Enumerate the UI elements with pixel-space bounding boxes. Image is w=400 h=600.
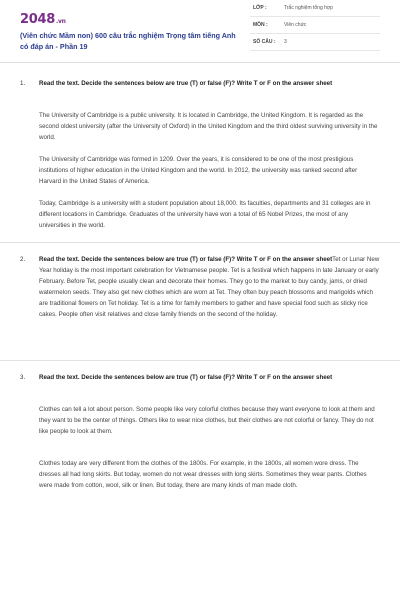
question-instruction-with-text	[39, 254, 381, 320]
question-paragraph: Clothes today are very different from the clothes of the 1800s. For example, in the 1800s, all women wore dress. The dresses all had long skirts. But today, women do not wear dresses with long skirts. Sometimes they wear pants. Clothes were made from cotton, wool, silk or linen. But today, there are many kinds of man made cloth.	[39, 460, 367, 489]
question-paragraph: The University of Cambridge is a public university. It is located in Cambridge, the United Kingdom. It is regarded as the second oldest university (after the University of Oxford) in the United Kingdom and the third oldest surviving university in the world.	[39, 112, 378, 141]
site-logo[interactable]	[20, 12, 66, 27]
meta-value: Trắc nghiệm tổng hợp	[284, 5, 333, 11]
meta-value: 3	[284, 39, 287, 45]
question-instruction: Read the text. Decide the sentences below are true (T) or false (F)? Write T or F on the answer sheet	[39, 80, 333, 87]
question-instruction: Read the text. Decide the sentences below are true (T) or false (F)? Write T or F on the answer sheet	[39, 256, 333, 263]
question-inline-text: Tet or Lunar New Year holiday is the most important celebration for Vietnamese people. Tet is a festival which happens in late January or early February. Before Tet, people usually clean and decorate their homes. They go to the market to buy candy, jams, or dried watermelon seeds. They also get new clothes which are worn at Tet. They often buy peach blossoms and marigolds which are traditional flowers on Tet holiday. Tet is a time for family members to gather and have special food such as sticky rice cakes. People often visit relatives and close family friends on the second of the holiday.	[39, 256, 380, 318]
meta-row-class	[250, 0, 380, 17]
question-number: 2.	[20, 256, 26, 263]
divider	[0, 360, 400, 361]
meta-key: LỚP :	[253, 5, 267, 11]
meta-key: MÔN :	[253, 22, 268, 28]
meta-table	[250, 0, 380, 51]
question-instruction: Read the text. Decide the sentences below are true (T) or false (F)? Write T or F on the answer sheet	[39, 374, 333, 381]
question-paragraph: Clothes can tell a lot about person. Some people like very colorful clothes because they want everyone to look at them and they want to be the center of things. Others like to wear nice clothes, but their clothes are not colorful or fancy. They do not like people to look at them.	[39, 406, 375, 435]
question-paragraph: The University of Cambridge was formed in 1209. Over the years, it is considered to be one of the most prestigious institutions of higher education in the United Kingdom and the world. In 2012, the university was ranked second after Harvard in the United States of America.	[39, 156, 358, 185]
divider	[0, 242, 400, 243]
logo-suffix: .vn	[55, 18, 66, 25]
meta-key: SỐ CÂU :	[253, 39, 276, 45]
question-paragraph: Today, Cambridge is a university with a student population about 18,000. Its faculties, departments and 31 colleges are in different locations in Cambridge. Graduates of the university have won a total of 65 Nobel Prizes, the most of any universities in the world.	[39, 200, 371, 229]
logo-main: 2048	[20, 12, 55, 27]
meta-row-count	[250, 34, 380, 51]
page-header	[0, 0, 400, 63]
meta-value: Viên chức	[284, 22, 307, 28]
page-title: (Viên chức Mầm non) 600 câu trắc nghiệm Trọng tâm tiếng Anh có đáp án - Phần 19	[20, 31, 236, 51]
question-number: 3.	[20, 374, 26, 381]
question-number: 1.	[20, 80, 26, 87]
meta-row-subject	[250, 17, 380, 34]
